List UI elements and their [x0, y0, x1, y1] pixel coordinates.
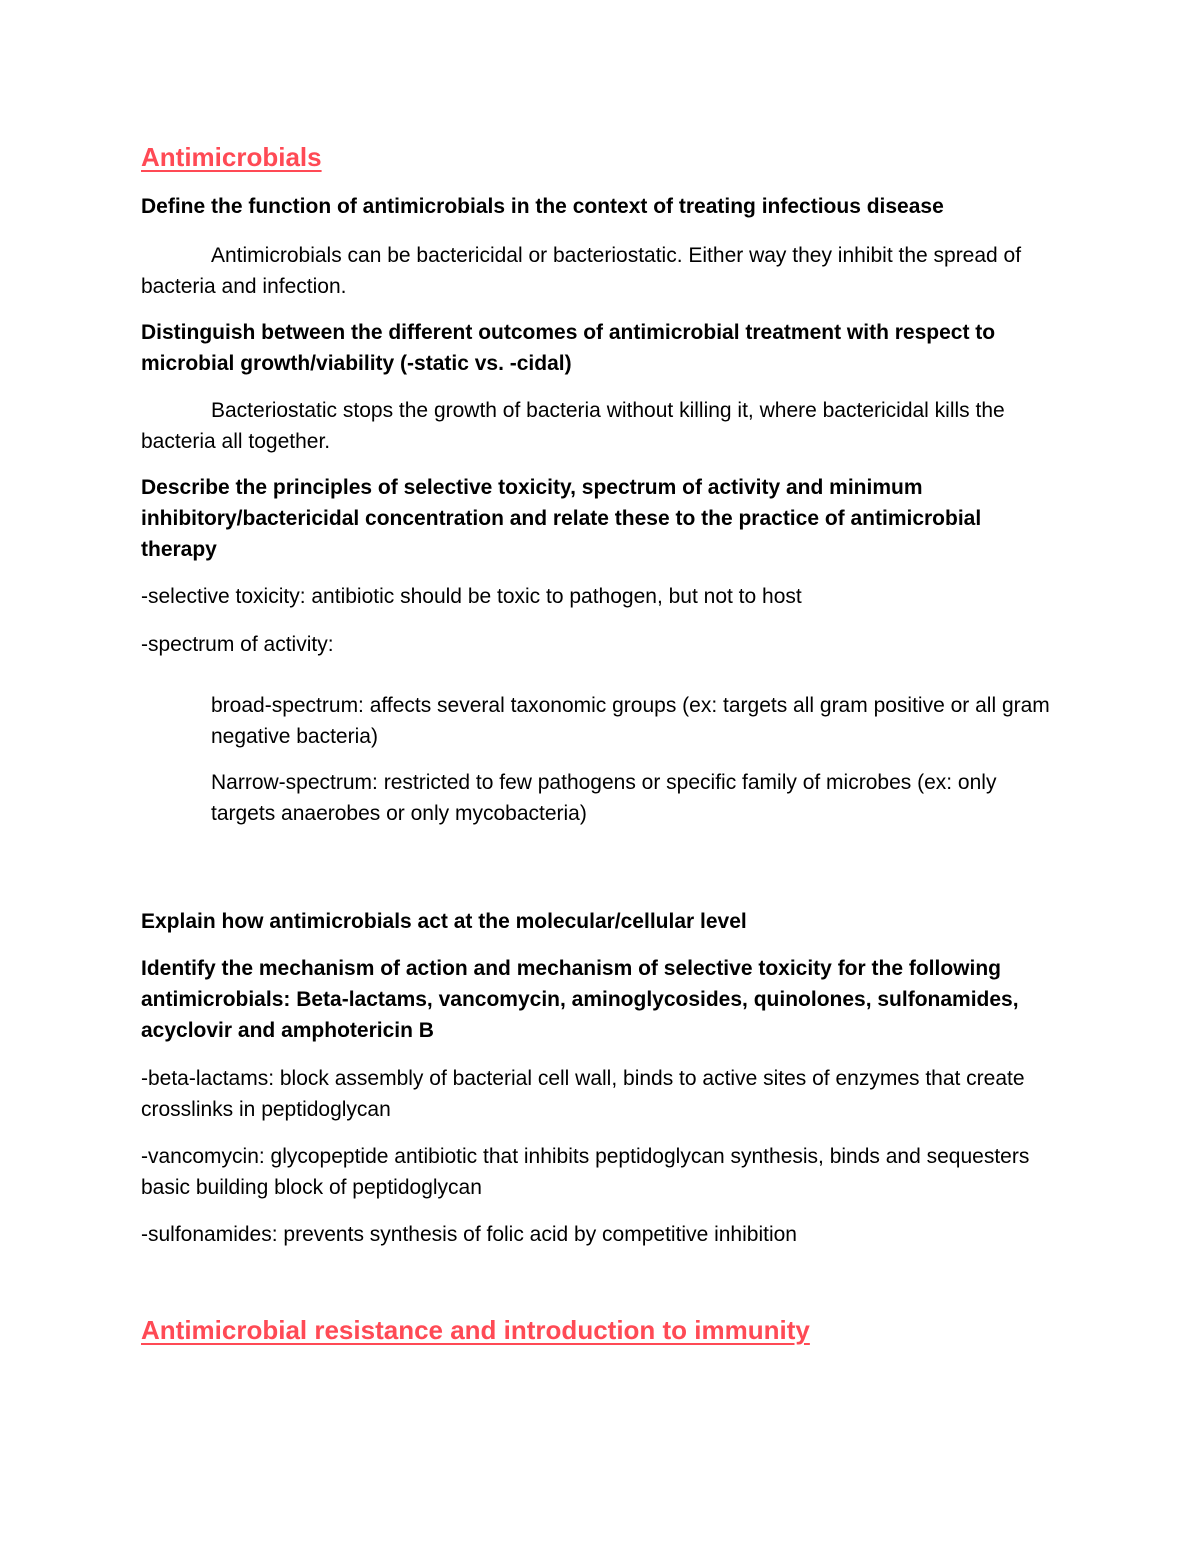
- section-heading-antimicrobials: Antimicrobials: [141, 142, 322, 172]
- answer-spectrum-of-activity: -spectrum of activity:: [141, 633, 334, 656]
- answer-sulfonamides: -sulfonamides: prevents synthesis of folic acid by competitive inhibition: [141, 1223, 797, 1246]
- answer-beta-lactams: -beta-lactams: block assembly of bacterial cell wall, binds to active sites of enzymes that create crosslinks in peptidoglycan: [141, 1067, 1025, 1121]
- question-molecular-cellular-action: Explain how antimicrobials act at the molecular/cellular level: [141, 910, 747, 933]
- answer-vancomycin: -vancomycin: glycopeptide antibiotic that inhibits peptidoglycan synthesis, binds and sequesters basic building block of peptidoglycan: [141, 1145, 1030, 1199]
- question-function-of-antimicrobials: Define the function of antimicrobials in the context of treating infectious disease: [141, 195, 944, 218]
- question-static-vs-cidal: Distinguish between the different outcomes of antimicrobial treatment with respect to microbial growth/viability (-static vs. -cidal): [141, 321, 996, 375]
- answer-function-of-antimicrobials: Antimicrobials can be bactericidal or bacteriostatic. Either way they inhibit the spread of bacteria and infection.: [141, 244, 1022, 298]
- answer-broad-spectrum: broad-spectrum: affects several taxonomic groups (ex: targets all gram positive or all gram negative bacteria): [211, 694, 1050, 748]
- question-mechanism-of-action: Identify the mechanism of action and mechanism of selective toxicity for the following antimicrobials: Beta-lactams, vancomycin, aminoglycosides, quinolones, sulfonamides, acyclovir and amphotericin B: [141, 957, 1019, 1042]
- answer-selective-toxicity: -selective toxicity: antibiotic should be toxic to pathogen, but not to host: [141, 585, 802, 608]
- answer-narrow-spectrum: Narrow-spectrum: restricted to few pathogens or specific family of microbes (ex: only targets anaerobes or only mycobacteria): [211, 771, 997, 825]
- answer-static-vs-cidal: Bacteriostatic stops the growth of bacteria without killing it, where bactericidal kills the bacteria all together.: [141, 399, 1005, 453]
- question-selective-toxicity-principles: Describe the principles of selective toxicity, spectrum of activity and minimum inhibitory/bactericidal concentration and relate these to the practice of antimicrobial therapy: [141, 476, 982, 561]
- section-heading-antimicrobial-resistance: Antimicrobial resistance and introduction to immunity: [141, 1315, 810, 1345]
